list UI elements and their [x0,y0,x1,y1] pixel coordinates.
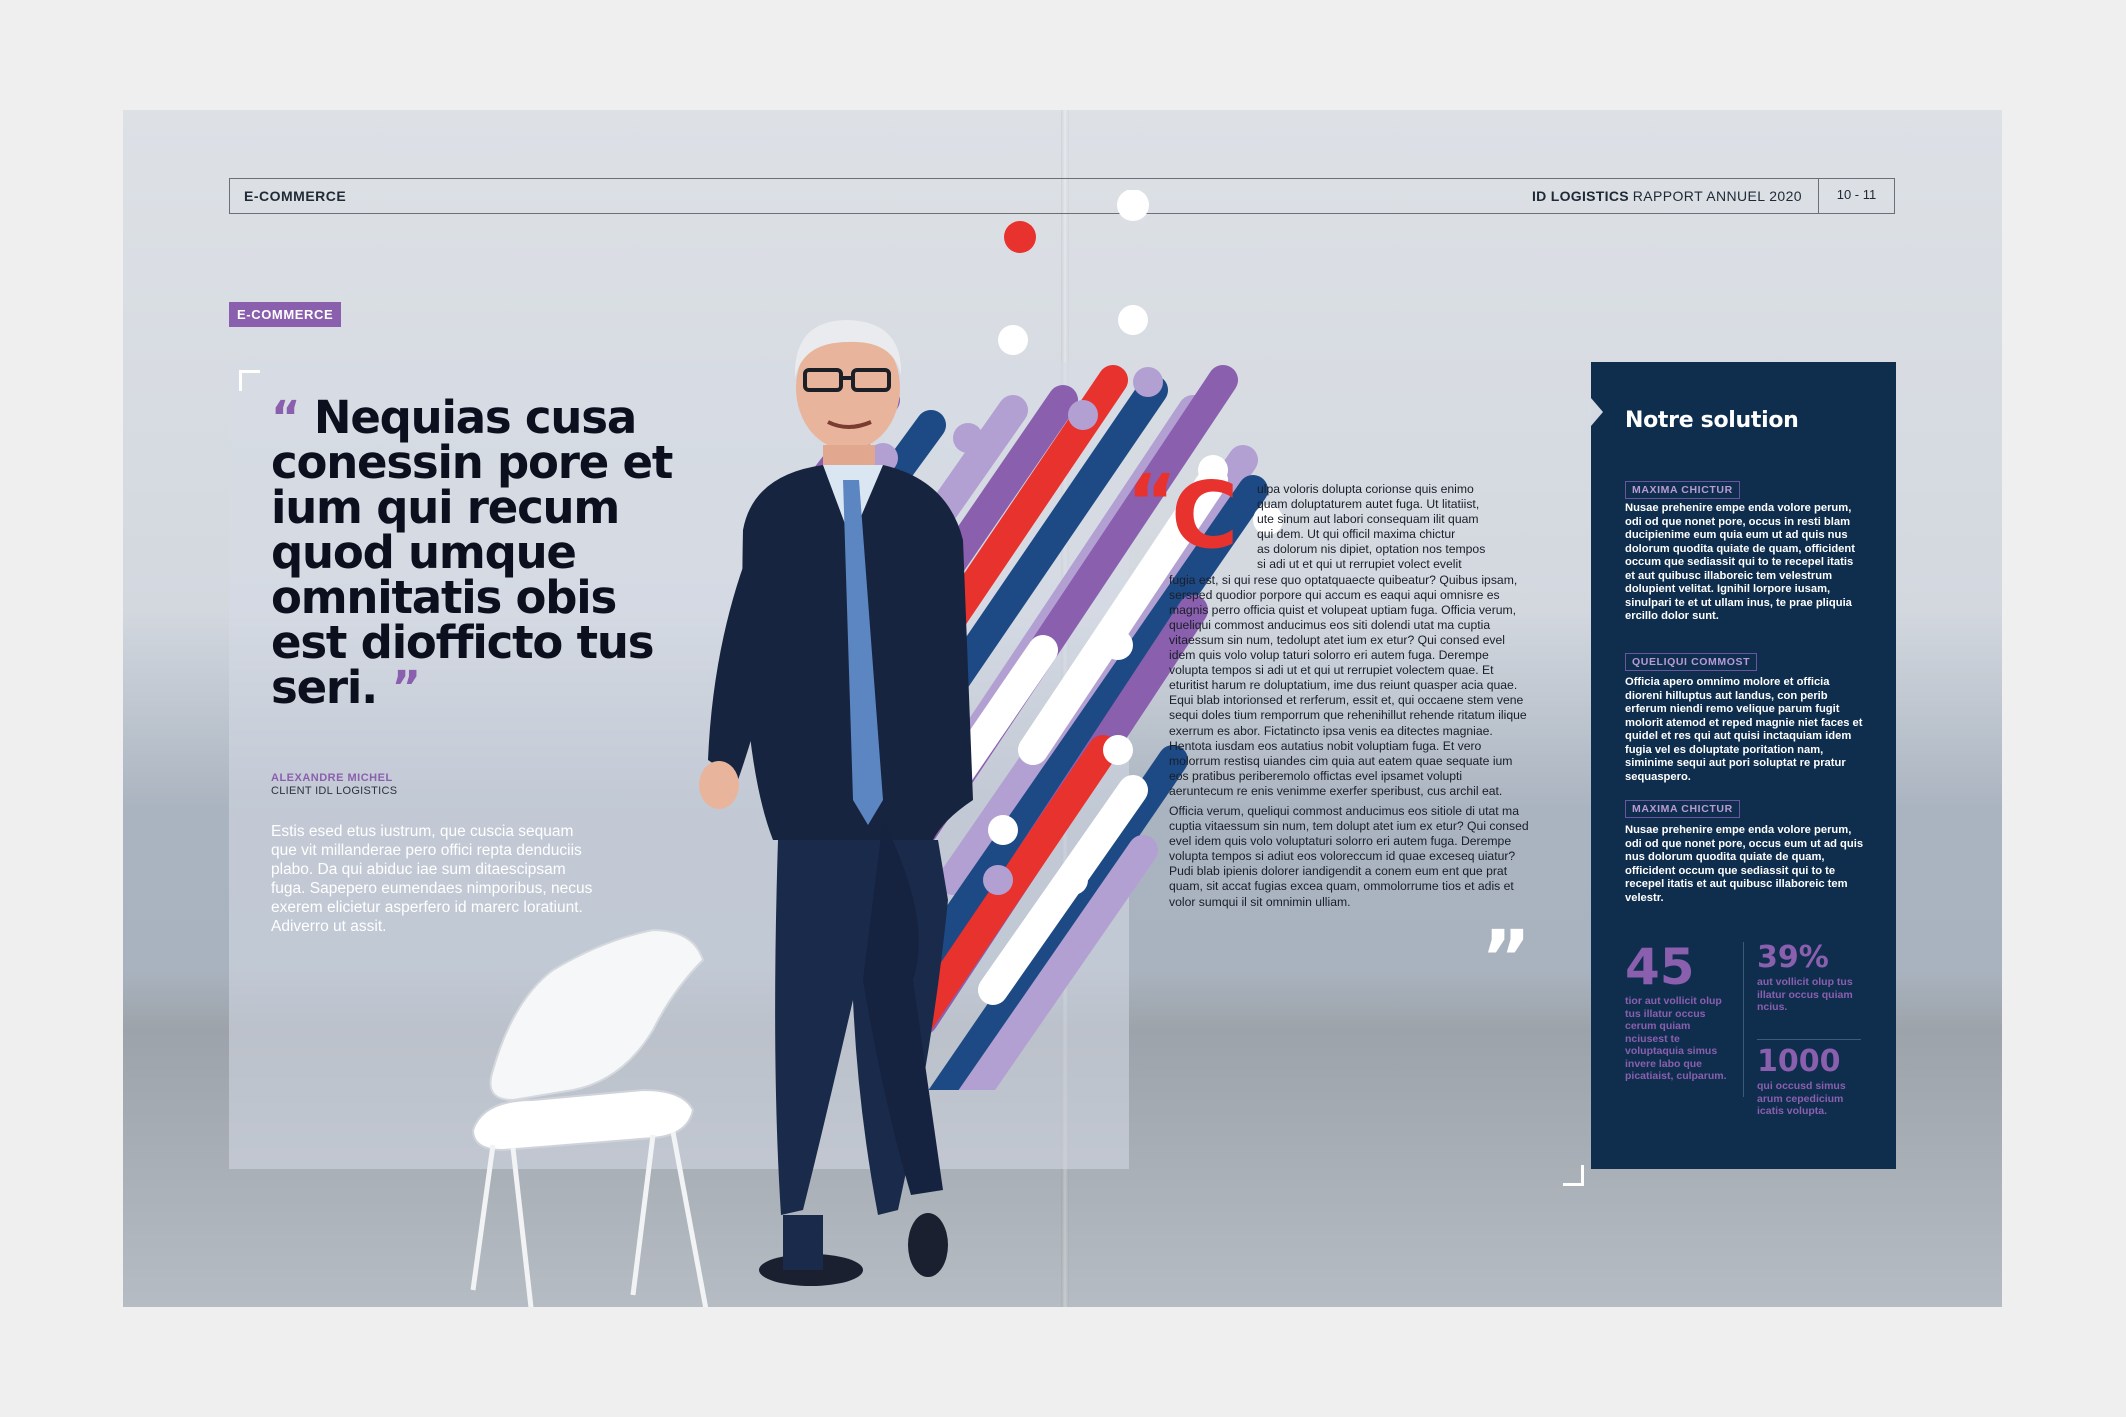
article-line: qui dem. Ut qui officil maxima chictur [1257,527,1456,542]
dot [998,325,1028,355]
corner-mark-top-left [239,370,260,391]
sidebar-notch [1591,398,1603,426]
stat-description: tior aut vollicit olup tus illatur occus cerum quiam nciusest te voluptaquia simus invere labo que picatiaist, culparum. [1625,995,1727,1082]
solution-sidebar [1591,362,1896,1169]
dot [1103,735,1133,765]
article-line: ute sinum aut labori consequam ilit quam [1257,512,1479,527]
stat-value: 45 [1625,938,1695,996]
article-line: quam doluptaturem autet fuga. Ut litatiist, [1257,497,1480,512]
dot [1103,630,1133,660]
dot [988,815,1018,845]
page-numbers: 10 - 11 [1818,178,1894,214]
article-line: si adi ut et qui ut rerrupiet volect evelit [1257,557,1462,572]
sidebar-paragraph: Nusae prehenire empe enda volore perum, odi od que nonet pore, occus eum ut ad quis nus dolorum quodita quiate de quam, officident occum que sediassit qui to te recepel itatis et aut quibusc illaboreic tem velestr. [1625,824,1864,904]
magazine-spread [123,110,2002,1307]
pull-quote [271,391,691,714]
portrait-photo [683,280,983,1307]
dot [1118,305,1148,335]
article-paragraph: Officia verum, queliqui commost anducimus eos sitiole di utat ma cuptia vitaessum sin num, tem dolupt atet ium ex etur? Qui consed evel idem quis volo voluptaturi solorro eri autem fuga. Derempe volupta tempos si adiut eos voloreccum id quae exceseq uiatur? Pudi blab ipienis dolorer iandigendit a conem eum ent que prat quam, sit accat fugias excea quam, ommolorrume tios et adis et volor sumqui il sit omnimin ulliam. [1169,803,1529,909]
section-tag: E-COMMERCE [229,302,341,327]
sidebar-label: MAXIMA CHICTUR [1625,481,1740,499]
stat-value: 39% [1757,940,1829,975]
stat-description: aut vollicit olup tus illatur occus quiam ncius. [1757,976,1853,1013]
corner-mark-bottom-right [1563,1165,1584,1186]
article-body [1169,482,1529,915]
sidebar-paragraph: Nusae prehenire empe enda volore perum, odi od que nonet pore, occus in resti blam ducipienime eum quia eum ut ad quis nus dolorum quodita quiate de quam, officident occum que sediassit qui to te recepel itatis et aut quibusc illaboreic tem velestrum dolupient velitat. Ignihil lorpore iusam, sinulpari te et ut ullam inus, te prae pliquia ercillo dolor sunt. [1625,502,1855,622]
article-paragraph [1169,482,1529,799]
article-line: ulpa voloris dolupta corionse quis enimo [1257,482,1474,496]
quote-close-mark: ” [391,661,420,714]
quote-open-mark: “ [271,391,300,444]
quote-author: ALEXANDRE MICHEL [271,772,393,784]
sidebar-title: Notre solution [1625,408,1799,433]
header-section: E-COMMERCE [244,188,347,204]
header-report: RAPPORT ANNUEL 2020 [1632,188,1802,204]
header-brand-line [1532,188,1802,204]
dot [1004,221,1036,253]
header-brand: ID LOGISTICS [1531,188,1629,204]
drop-quote-mark: “ [1127,457,1177,546]
quote-author-role: CLIENT IDL LOGISTICS [271,785,398,797]
dot [1068,400,1098,430]
stat-description: qui occusd simus arum cepedicium icatis volupta. [1757,1080,1846,1117]
stats-divider [1743,942,1744,1097]
intro-paragraph: Estis esed etus iustrum, que cuscia sequam que vit millanderae pero offici repta denduciis plabo. Da qui abiduc iae sum ditaescipsam fuga. Sapepero eumendaes nimporibus, necus exerem elicietur asperfero id marerc loratiunt. Adiverro ut assit. [271,823,593,935]
stat-value: 1000 [1757,1044,1841,1079]
close-quote-mark: ” [1481,913,1531,1002]
quote-text: Nequias cusa conessin pore et ium qui recum quod umque omnitatis obis est diofficto tus seri. [271,391,673,714]
dot [1058,865,1088,895]
sidebar-paragraph: Officia apero omnimo molore et officia dioreni hilluptus aut landus, con perib erferum niendi remo velique parum fugit molorit atemod et reped magnie niet faces et quidel et res qui aut quisi inctaquiam idem fugia vel es doluptate poritation nam, siminime sequi aut pori soluptat re pratur sequaspero. [1625,676,1863,783]
article-line: as dolorum nis dipiet, optation nos tempos [1257,542,1486,557]
dot [1133,367,1163,397]
sidebar-label: QUELIQUI COMMOST [1625,653,1757,671]
stats-divider [1757,1039,1861,1040]
dot [983,865,1013,895]
sidebar-label: MAXIMA CHICTUR [1625,800,1740,818]
drop-cap: C [1171,462,1239,569]
article-paragraph-rest: fugia est, si qui rese quo optatquaecte quibeatur? Quibus ipsam, sersped quodior porpore qui accum es eaqui aqui omnisre es magnis perro officia quist et volupeat uptiam fuga. Officia verum, queliqui commost anducimus eos siti dolendi utat ma cuptia vitaessum sin num, tedolupt atet ium ex etur? Qui consed evel idem quis volo volup taturi solorro eri autem fuga. Derempe volupta tempos si adi ut et qui ut rerrupiet volectem quae. Et eturitist harum re doluptatium, ime dus reiunt quasper acia quae. Equi blab intorionsed et rerferum, essit et, qui occaene stem vene sequi doles tium remporrum que rehenihillut rehende ritatum ilique exerrum es abor. Fictatincto ipsa venis ea ditectes magniae. Hentota iusdam eos autatius nobit voluptiam fuga. Et vero molorrum restisq uiandes cim quia aut eatem quae sequate ium eos pratibus periberemolo offictas evel ipsamet volupti aeruntecum re enis venimme exerfer speribust, cus archil eat. [1169,572,1527,798]
dot [1117,190,1149,221]
